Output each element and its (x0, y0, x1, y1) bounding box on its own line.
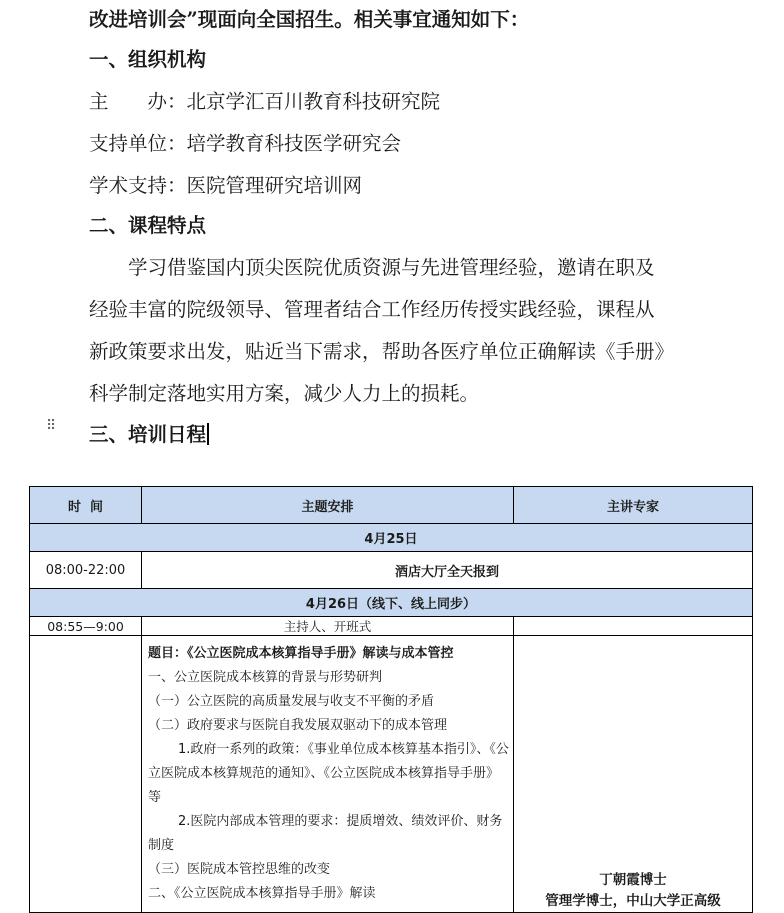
session-line: 一、公立医院成本核算的背景与形势研判 (148, 670, 383, 685)
table-row (30, 617, 753, 636)
session-line: （二）政府要求与医院自我发展双驱动下的成本管理 (148, 718, 448, 733)
session-content-cell (142, 636, 514, 913)
schedule-table (29, 486, 753, 913)
section-heading-schedule[interactable] (89, 419, 209, 447)
table-row (30, 552, 753, 589)
day-label: 4月26日（线下、线上同步） (30, 589, 753, 617)
session-line: 二、《公立医院成本核算指导手册》解读 (148, 886, 376, 901)
host-row (89, 86, 440, 114)
day-label: 4月25日 (30, 524, 753, 552)
speaker-name: 丁朝霞博士 (599, 872, 667, 888)
section-heading-features: 二、课程特点 (89, 214, 207, 237)
session-item: 2.医院内部成本管理的要求：提质增效、绩效评价、财务制度 (148, 814, 503, 853)
topic-cell: 酒店大厅全天报到 (142, 552, 753, 589)
day-row (30, 524, 753, 552)
intro-line: 改进培训会”现面向全国招生。相关事宜通知如下： (89, 8, 530, 31)
text-cursor (207, 423, 209, 445)
time-cell: 08:00-22:00 (30, 552, 142, 589)
academic-value: 医院管理研究培训网 (186, 174, 363, 197)
paragraph-line: 学习借鉴国内顶尖医院优质资源与先进管理经验，邀请在职及 (128, 256, 655, 279)
drag-handle-icon[interactable]: ⠿ (46, 418, 55, 434)
table-row (30, 636, 753, 913)
session-line: （一）公立医院的高质量发展与收支不平衡的矛盾 (148, 694, 435, 709)
host-label: 主 办： (89, 90, 187, 113)
speaker-cell (514, 636, 753, 913)
paragraph-line: 新政策要求出发，贴近当下需求，帮助各医疗单位正确解读《手册》 (89, 340, 675, 363)
speaker-cell (514, 617, 753, 636)
academic-label: 学术支持： (89, 174, 187, 197)
paragraph-line: 科学制定落地实用方案，减少人力上的损耗。 (89, 382, 480, 405)
table-header-row (30, 487, 753, 524)
session-title: 题目：《公立医院成本核算指导手册》解读与成本管控 (148, 646, 454, 661)
section-heading-organization: 一、组织机构 (89, 48, 207, 71)
host-value: 北京学汇百川教育科技研究院 (186, 90, 441, 113)
header-speaker: 主讲专家 (514, 487, 753, 524)
support-row (89, 128, 401, 156)
header-time: 时 间 (30, 487, 142, 524)
session-item: 1.政府一系列的政策：《事业单位成本核算基本指引》、《公立医院成本核算规范的通知》、《公立医院成本核算指导手册》等 (148, 742, 509, 805)
schedule-heading-text: 三、培训日程 (89, 423, 207, 446)
support-label: 支持单位： (89, 132, 187, 155)
time-cell: 08:55—9:00 (30, 617, 142, 636)
speaker-title: 管理学博士，中山大学正高级 (545, 893, 721, 909)
paragraph-line: 经验丰富的院级领导、管理者结合工作经历传授实践经验，课程从 (89, 298, 655, 321)
academic-row (89, 170, 362, 198)
topic-cell: 主持人、开班式 (142, 617, 514, 636)
header-topic: 主题安排 (142, 487, 514, 524)
day-row (30, 589, 753, 617)
session-line: （三）医院成本管控思维的改变 (148, 862, 331, 877)
support-value: 培学教育科技医学研究会 (186, 132, 402, 155)
time-cell (30, 636, 142, 913)
